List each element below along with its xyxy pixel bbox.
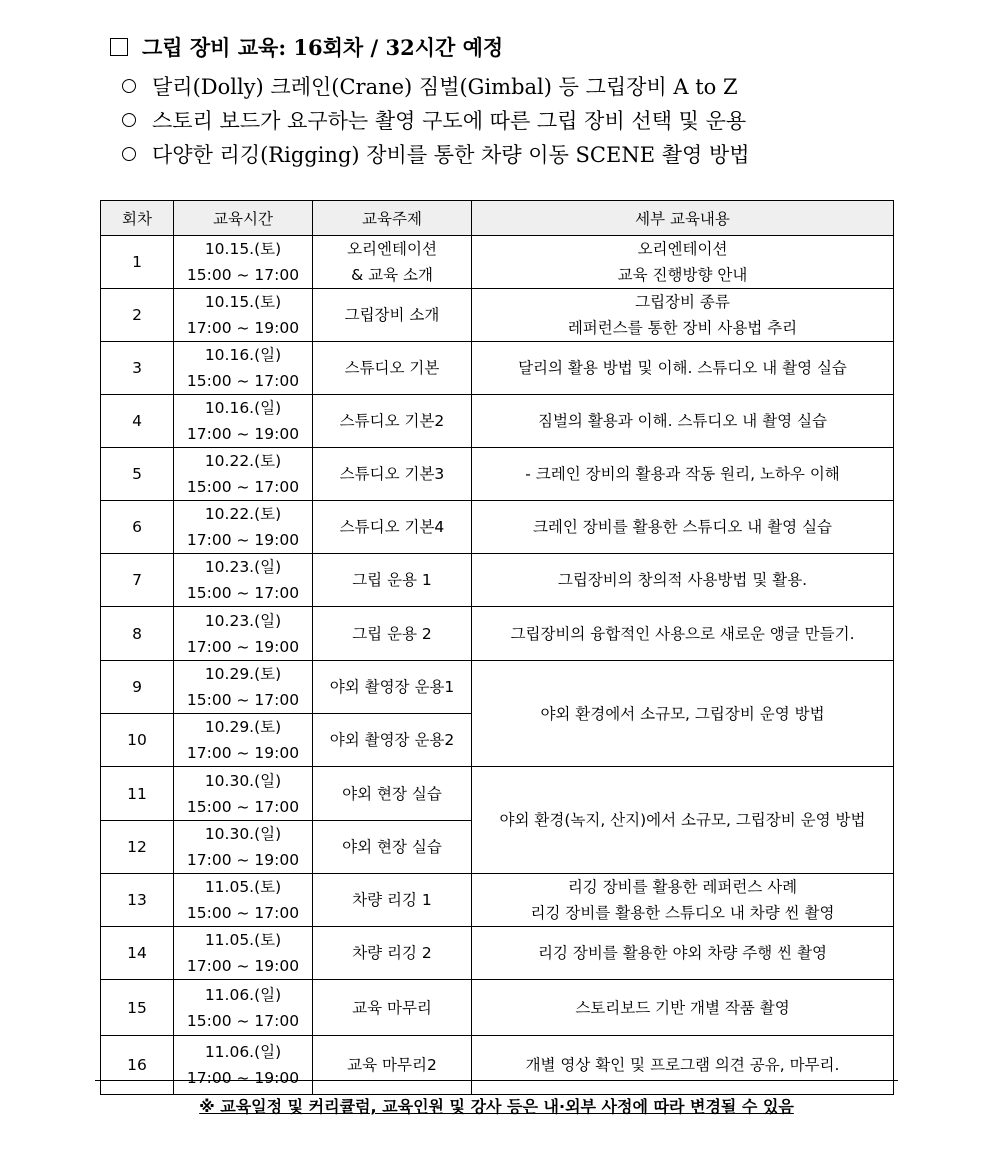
detail-line: 달리의 활용 방법 및 이해. 스튜디오 내 촬영 실습 — [518, 359, 847, 377]
session-time — [174, 980, 313, 1036]
session-hours: 17:00 ~ 19:00 — [186, 957, 300, 975]
session-number: 15 — [101, 980, 174, 1036]
session-detail — [472, 395, 894, 448]
detail-line: 오리엔테이션 — [637, 240, 728, 258]
session-date: 10.23.(일) — [204, 558, 282, 576]
header-topic: 교육주제 — [313, 201, 472, 236]
session-date: 11.06.(일) — [204, 985, 282, 1004]
detail-line: 스토리보드 기반 개별 작품 촬영 — [575, 998, 790, 1017]
topic-line: 스튜디오 기본4 — [339, 518, 445, 536]
session-topic — [313, 767, 472, 821]
session-hours: 17:00 ~ 19:00 — [186, 637, 300, 656]
topic-line: & 교육 소개 — [351, 266, 433, 284]
session-topic — [313, 342, 472, 395]
session-time — [174, 289, 313, 342]
header-time: 교육시간 — [174, 201, 313, 236]
session-time — [174, 448, 313, 501]
session-time — [174, 767, 313, 821]
circle-bullet-icon — [122, 79, 136, 93]
table-row — [101, 501, 894, 554]
session-number: 14 — [101, 927, 174, 980]
circle-bullet-icon — [122, 147, 136, 161]
detail-line: 그립장비 종류 — [635, 293, 730, 311]
topic-line: 차량 리깅 1 — [352, 891, 432, 909]
session-number: 9 — [101, 661, 174, 714]
detail-line: 개별 영상 확인 및 프로그램 의견 공유, 마무리. — [525, 1056, 840, 1074]
session-time — [174, 874, 313, 927]
session-detail — [472, 236, 894, 289]
session-date: 11.06.(일) — [204, 1043, 282, 1061]
session-hours: 15:00 ~ 17:00 — [186, 904, 300, 922]
detail-line: - 크레인 장비의 활용과 작동 원리, 노하우 이해 — [525, 465, 840, 483]
session-topic — [313, 821, 472, 874]
session-date: 11.05.(토) — [204, 931, 282, 949]
session-hours: 17:00 ~ 19:00 — [186, 1069, 300, 1087]
topic-line: 야외 현장 실습 — [342, 838, 442, 856]
topic-line: 교육 마무리2 — [347, 1056, 437, 1074]
session-topic — [313, 289, 472, 342]
session-topic — [313, 1036, 472, 1095]
session-time — [174, 395, 313, 448]
session-date: 10.16.(일) — [204, 399, 282, 417]
circle-bullet-icon — [122, 113, 136, 127]
session-date: 10.30.(일) — [204, 825, 282, 843]
session-detail — [472, 927, 894, 980]
footer-rule — [95, 1080, 898, 1081]
detail-line: 짐벌의 활용과 이해. 스튜디오 내 촬영 실습 — [537, 412, 828, 430]
session-detail — [472, 342, 894, 395]
session-date: 10.22.(토) — [204, 505, 282, 523]
table-header-row — [101, 201, 894, 236]
session-detail — [472, 448, 894, 501]
session-date: 10.15.(토) — [204, 293, 282, 311]
session-detail — [472, 501, 894, 554]
bullet-list — [122, 70, 750, 172]
footnote: ※ 교육일정 및 커리큘럼, 교육인원 및 강사 등은 내·외부 사정에 따라 변경될 수 있음 — [199, 1097, 794, 1116]
table-row — [101, 448, 894, 501]
session-time — [174, 554, 313, 607]
session-topic — [313, 395, 472, 448]
session-number: 1 — [101, 236, 174, 289]
table-row — [101, 236, 894, 289]
session-date: 10.30.(일) — [204, 771, 282, 790]
session-date: 11.05.(토) — [204, 878, 282, 896]
bullet-text: 스토리 보드가 요구하는 촬영 구도에 따른 그립 장비 선택 및 운용 — [152, 109, 747, 133]
session-topic — [313, 501, 472, 554]
session-hours: 17:00 ~ 19:00 — [186, 319, 300, 337]
session-topic — [313, 714, 472, 767]
session-time — [174, 927, 313, 980]
session-time — [174, 714, 313, 767]
detail-line: 리깅 장비를 활용한 야외 차량 주행 씬 촬영 — [537, 944, 828, 962]
bullet-text: 다양한 리깅(Rigging) 장비를 통한 차량 이동 SCENE 촬영 방법 — [152, 143, 750, 167]
topic-line: 스튜디오 기본2 — [339, 412, 445, 430]
topic-line: 그립 운용 2 — [352, 624, 432, 643]
table-row — [101, 767, 894, 821]
topic-line: 그립 운용 1 — [352, 571, 432, 589]
bullet-item — [122, 70, 750, 104]
detail-line: 레퍼런스를 통한 장비 사용법 추리 — [567, 319, 798, 337]
session-detail — [472, 980, 894, 1036]
session-number: 16 — [101, 1036, 174, 1095]
session-number: 8 — [101, 607, 174, 661]
schedule-table — [100, 200, 894, 1095]
topic-line: 오리엔테이션 — [347, 240, 437, 258]
session-number: 2 — [101, 289, 174, 342]
detail-line: 그립장비의 창의적 사용방법 및 활용. — [557, 571, 808, 589]
session-hours: 15:00 ~ 17:00 — [186, 797, 300, 816]
session-topic — [313, 980, 472, 1036]
topic-line: 야외 촬영장 운용2 — [329, 731, 455, 749]
table-row — [101, 980, 894, 1036]
session-hours: 15:00 ~ 17:00 — [186, 691, 300, 709]
header-session: 회차 — [101, 201, 174, 236]
session-topic — [313, 236, 472, 289]
session-date: 10.16.(일) — [204, 346, 282, 364]
session-detail — [472, 874, 894, 927]
section-heading — [110, 32, 503, 62]
heading-text: 그립 장비 교육: 16회차 / 32시간 예정 — [142, 35, 504, 60]
session-date: 10.29.(토) — [204, 665, 282, 683]
session-detail — [472, 661, 894, 767]
detail-line: 야외 환경에서 소규모, 그립장비 운영 방법 — [540, 704, 825, 723]
session-hours: 15:00 ~ 17:00 — [186, 1011, 300, 1030]
session-hours: 17:00 ~ 19:00 — [186, 531, 300, 549]
session-number: 3 — [101, 342, 174, 395]
table-row — [101, 342, 894, 395]
bullet-item — [122, 104, 750, 138]
table-body — [101, 236, 894, 1095]
bullet-text: 달리(Dolly) 크레인(Crane) 짐벌(Gimbal) 등 그립장비 A to Z — [152, 75, 738, 99]
detail-line: 리깅 장비를 활용한 레퍼런스 사례 — [567, 878, 798, 896]
table-row — [101, 1036, 894, 1095]
header-detail: 세부 교육내용 — [472, 201, 894, 236]
session-number: 7 — [101, 554, 174, 607]
detail-line: 리깅 장비를 활용한 스튜디오 내 차량 씬 촬영 — [530, 904, 835, 922]
session-topic — [313, 927, 472, 980]
topic-line: 스튜디오 기본3 — [339, 465, 445, 483]
session-date: 10.22.(토) — [204, 452, 282, 470]
session-time — [174, 236, 313, 289]
checkbox-square-icon — [110, 38, 128, 56]
topic-line: 야외 현장 실습 — [342, 784, 442, 803]
session-number: 4 — [101, 395, 174, 448]
topic-line: 그립장비 소개 — [344, 306, 440, 324]
table-row — [101, 661, 894, 714]
session-time — [174, 501, 313, 554]
table-row — [101, 607, 894, 661]
session-date: 10.23.(일) — [204, 611, 282, 630]
session-time — [174, 661, 313, 714]
table-row — [101, 874, 894, 927]
table-row — [101, 289, 894, 342]
session-number: 6 — [101, 501, 174, 554]
session-topic — [313, 661, 472, 714]
session-number: 13 — [101, 874, 174, 927]
session-number: 5 — [101, 448, 174, 501]
session-date: 10.15.(토) — [204, 240, 282, 258]
session-hours: 15:00 ~ 17:00 — [186, 478, 300, 496]
session-detail — [472, 1036, 894, 1095]
session-topic — [313, 874, 472, 927]
session-topic — [313, 607, 472, 661]
detail-line: 그립장비의 융합적인 사용으로 새로운 앵글 만들기. — [510, 624, 855, 643]
session-hours: 15:00 ~ 17:00 — [186, 584, 300, 602]
session-date: 10.29.(토) — [204, 718, 282, 736]
topic-line: 교육 마무리 — [352, 998, 432, 1017]
topic-line: 야외 촬영장 운용1 — [329, 678, 455, 696]
session-detail — [472, 289, 894, 342]
session-hours: 17:00 ~ 19:00 — [186, 851, 300, 869]
bullet-item — [122, 138, 750, 172]
session-detail — [472, 607, 894, 661]
session-time — [174, 607, 313, 661]
detail-line: 교육 진행방향 안내 — [617, 266, 748, 284]
session-time — [174, 1036, 313, 1095]
session-number: 12 — [101, 821, 174, 874]
topic-line: 스튜디오 기본 — [344, 359, 440, 377]
topic-line: 차량 리깅 2 — [352, 944, 432, 962]
session-number: 10 — [101, 714, 174, 767]
session-topic — [313, 448, 472, 501]
session-hours: 15:00 ~ 17:00 — [186, 372, 300, 390]
session-detail — [472, 554, 894, 607]
session-hours: 17:00 ~ 19:00 — [186, 425, 300, 443]
session-detail — [472, 767, 894, 874]
session-topic — [313, 554, 472, 607]
detail-line: 크레인 장비를 활용한 스튜디오 내 촬영 실습 — [532, 518, 833, 536]
detail-line: 야외 환경(녹지, 산지)에서 소규모, 그립장비 운영 방법 — [499, 811, 866, 829]
session-time — [174, 342, 313, 395]
table-row — [101, 927, 894, 980]
session-number: 11 — [101, 767, 174, 821]
table-row — [101, 395, 894, 448]
session-hours: 17:00 ~ 19:00 — [186, 744, 300, 762]
session-time — [174, 821, 313, 874]
table-row — [101, 554, 894, 607]
session-hours: 15:00 ~ 17:00 — [186, 266, 300, 284]
